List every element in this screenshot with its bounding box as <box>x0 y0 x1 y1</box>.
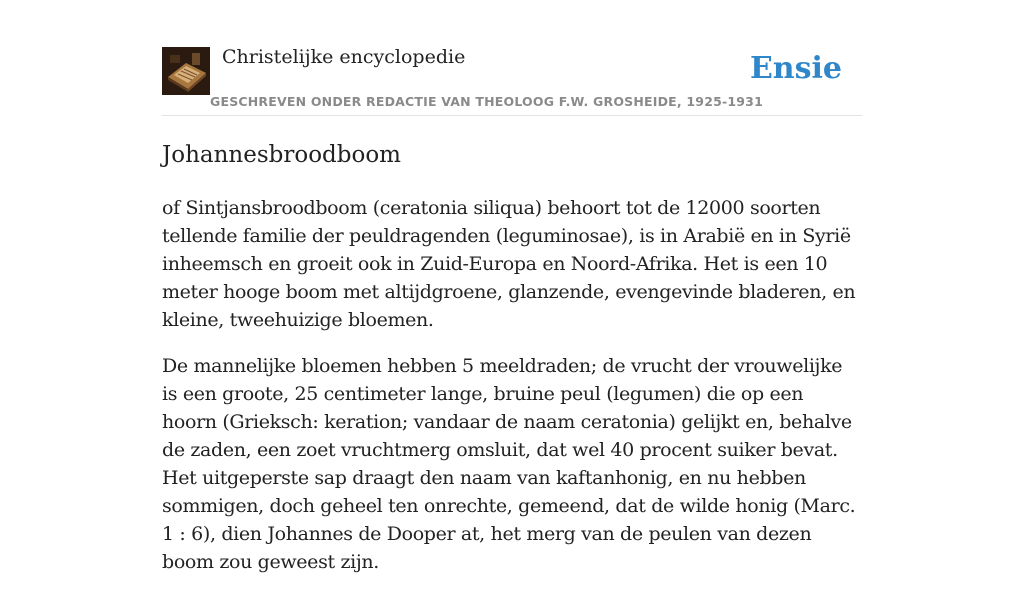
article-paragraph: of Sintjansbroodboom (ceratonia siliqua) behoort tot de 12000 soorten tellende familie der peuldragenden (leguminosae), is in Arabië en in Syrië inheemsch en groeit ook in Zuid-Europa en Noord-Afrika. Het is een 10 meter hooge boom met altijdgroene, glanzende, evengevinde bladeren, en kleine, tweehuizige bloemen. <box>162 197 856 331</box>
header-divider <box>162 115 862 116</box>
ensie-logo-link[interactable]: Ensie <box>749 51 842 86</box>
site-header <box>162 46 862 116</box>
book-avatar-icon[interactable] <box>162 47 210 95</box>
article <box>162 138 862 594</box>
site-subtitle: GESCHREVEN ONDER REDACTIE VAN THEOLOOG F.W. GROSHEIDE, 1925-1931 <box>210 94 763 109</box>
site-title-link[interactable]: Christelijke encyclopedie <box>222 46 466 68</box>
article-paragraph: De mannelijke bloemen hebben 5 meeldraden; de vrucht der vrouwelijke is een groote, 25 centimeter lange, bruine peul (legumen) die op een hoorn (Grieksch: keration; vandaar de naam ceratonia) gelijkt en, behalve de zaden, een zoet vruchtmerg omsluit, dat wel 40 procent suiker bevat. Het uitgeperste sap draagt den naam van kaftanhonig, en nu hebben sommigen, doch geheel ten onrechte, gemeend, dat de wilde honig (Marc. 1 : 6), dien Johannes de Dooper at, het merg van de peulen van dezen boom zou geweest zijn. <box>162 355 856 573</box>
book-icon <box>162 47 210 95</box>
article-title: Johannesbroodboom <box>162 142 401 168</box>
